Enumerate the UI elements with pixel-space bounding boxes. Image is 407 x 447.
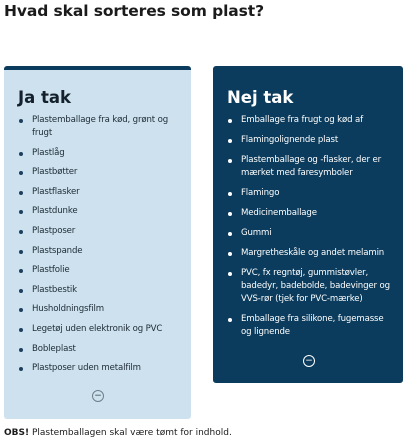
list-item: Margretheskåle og andet melamin xyxy=(227,247,395,260)
minus-icon: − xyxy=(94,390,102,401)
list-item: Plastposer uden metalfilm xyxy=(18,362,183,375)
bullet-icon xyxy=(19,367,23,371)
bullet-icon xyxy=(19,171,23,175)
footnote xyxy=(4,428,232,438)
bullet-icon xyxy=(19,191,23,195)
list-item: Husholdningsfilm xyxy=(18,303,183,316)
bullet-icon xyxy=(19,250,23,254)
bullet-icon xyxy=(228,119,232,123)
page-title: Hvad skal sorteres som plast? xyxy=(4,2,264,20)
bullet-icon xyxy=(19,308,23,312)
list-item: Plastbøtter xyxy=(18,166,183,179)
list-item: Emballage fra silikone, fugemasse og lignende xyxy=(227,313,395,339)
list-item: Plastemballage og -flasker, der er mærket med faresymboler xyxy=(227,154,395,180)
list-item: Plastposer xyxy=(18,225,183,238)
list-item: Emballage fra frugt og kød af xyxy=(227,114,395,127)
no-card-title: Nej tak xyxy=(227,88,294,107)
bullet-icon xyxy=(19,119,23,123)
no-list xyxy=(227,114,395,346)
bullet-icon xyxy=(228,232,232,236)
list-item: Medicinemballage xyxy=(227,207,395,220)
list-item: Gummi xyxy=(227,227,395,240)
list-item: Flamingolignende plast xyxy=(227,134,395,147)
bullet-icon xyxy=(19,328,23,332)
yes-card xyxy=(4,66,191,419)
bullet-icon xyxy=(228,192,232,196)
bullet-icon xyxy=(19,230,23,234)
list-item: Plastemballage fra kød, grønt og frugt xyxy=(18,114,183,140)
no-card xyxy=(213,66,403,383)
list-item: Flamingo xyxy=(227,187,395,200)
list-item: Plastspande xyxy=(18,245,183,258)
no-collapse-button[interactable] xyxy=(303,355,315,367)
footnote-text: Plastemballagen skal være tømt for indhold. xyxy=(29,428,232,438)
list-item: Bobleplast xyxy=(18,343,183,356)
bullet-icon xyxy=(19,289,23,293)
list-item: Plastbestik xyxy=(18,284,183,297)
bullet-icon xyxy=(19,348,23,352)
bullet-icon xyxy=(228,252,232,256)
bullet-icon xyxy=(19,152,23,156)
bullet-icon xyxy=(19,210,23,214)
bullet-icon xyxy=(228,318,232,322)
bullet-icon xyxy=(228,272,232,276)
list-item: Legetøj uden elektronik og PVC xyxy=(18,323,183,336)
minus-icon: − xyxy=(305,355,313,366)
yes-card-title: Ja tak xyxy=(18,88,72,107)
list-item: Plastdunke xyxy=(18,205,183,218)
bullet-icon xyxy=(228,212,232,216)
bullet-icon xyxy=(228,159,232,163)
list-item: Plastflasker xyxy=(18,186,183,199)
bullet-icon xyxy=(19,269,23,273)
list-item: Plastlåg xyxy=(18,147,183,160)
yes-list xyxy=(18,114,183,382)
list-item: PVC, fx regntøj, gummistøvler, badedyr, badebolde, badevinger og VVS-rør (tjek for PVC-mærke) xyxy=(227,267,395,306)
footnote-label: OBS! xyxy=(4,428,30,438)
yes-collapse-button[interactable] xyxy=(92,390,104,402)
bullet-icon xyxy=(228,139,232,143)
list-item: Plastfolie xyxy=(18,264,183,277)
